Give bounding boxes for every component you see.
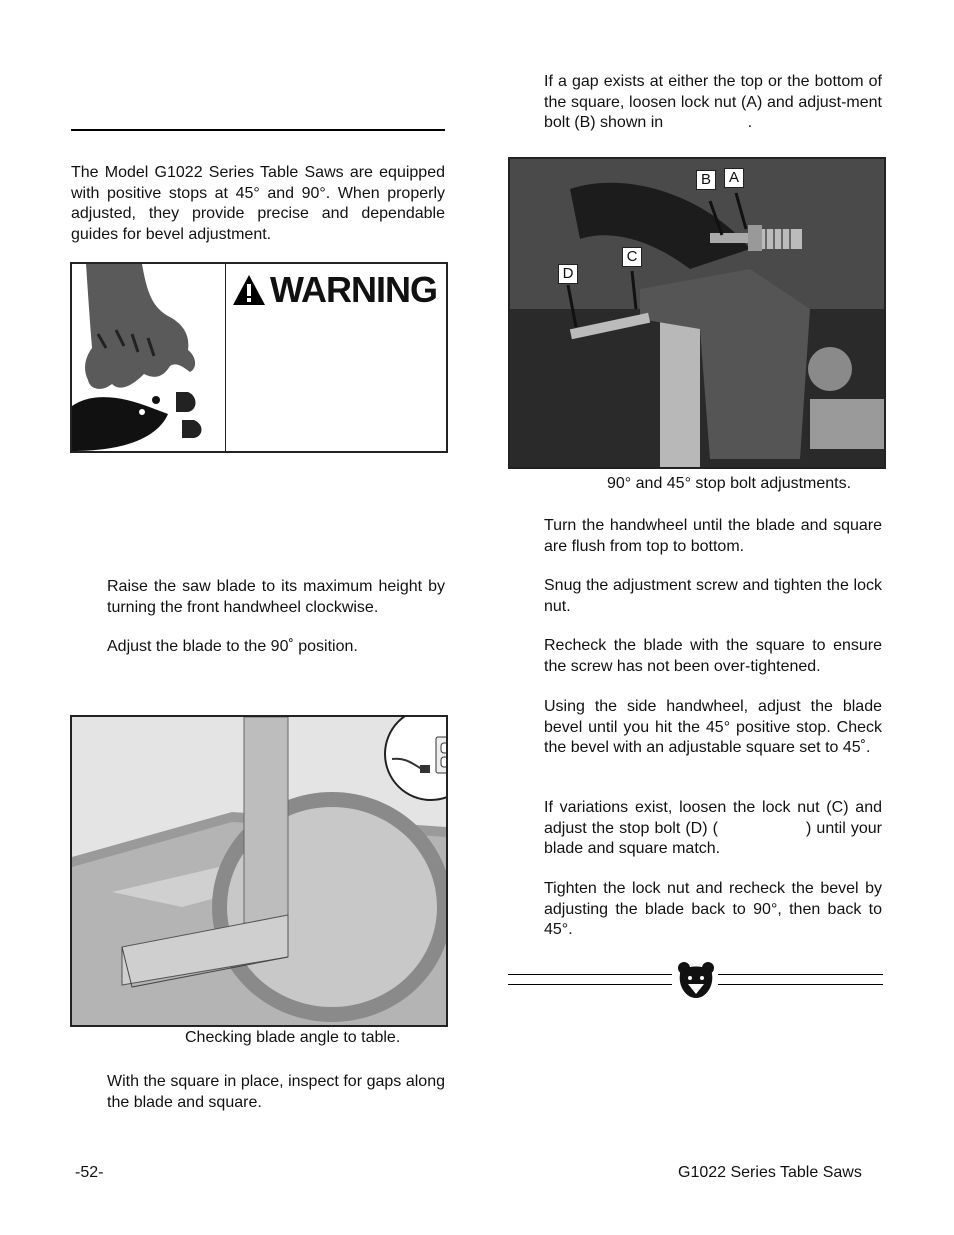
step-bevel-45: Using the side handwheel, adjust the blade bevel until you hit the 45° positive stop. Check the bevel with an adjustable square set to 45˚. <box>544 698 882 756</box>
warning-triangle-icon <box>232 274 266 306</box>
gap-paragraph <box>544 72 882 134</box>
step-variations <box>544 798 882 860</box>
step-variations-a: If variations exist, loosen the lock nut (C) and adjust the stop bolt (D) ( <box>544 799 882 837</box>
callout-c: C <box>622 247 642 267</box>
callout-d: D <box>558 264 578 284</box>
section-rule <box>71 129 445 131</box>
step-variations-b: ) until your blade and square match. <box>544 819 882 857</box>
blade-square-photo <box>70 715 448 1027</box>
warning-label: WARNING <box>270 269 437 310</box>
step-turn-handwheel: Turn the handwheel until the blade and square are flush from top to bottom. <box>544 517 882 555</box>
gap-text-end: . <box>747 114 753 131</box>
warning-image-panel <box>72 264 226 451</box>
end-rule-right-top <box>718 974 883 975</box>
stop-bolt-illustration <box>510 159 884 467</box>
callout-a: A <box>724 168 744 188</box>
unplug-callout <box>384 715 448 801</box>
step-recheck: Recheck the blade with the square to ensure the screw has not been over-tightened. <box>544 637 882 675</box>
end-rule-left-top <box>508 974 672 975</box>
step-tighten: Tighten the lock nut and recheck the bevel by adjusting the blade back to 90°, then back to 45°. <box>544 880 882 938</box>
gap-text: If a gap exists at either the top or the bottom of the square, loosen lock nut (A) and adjust-ment bolt (B) shown in <box>544 73 882 131</box>
step-raise-blade: Raise the saw blade to its maximum height by turning the front handwheel clockwise. <box>107 578 445 616</box>
step-adjust-90: Adjust the blade to the 90˚ position. <box>107 638 358 655</box>
intro-paragraph: The Model G1022 Series Table Saws are equipped with positive stops at 45° and 90°. When properly adjusted, they provide precise and dependable guides for bevel adjustment. <box>71 164 445 243</box>
end-rule-left-bottom <box>508 984 672 985</box>
figure-caption-left: Checking blade angle to table. <box>185 1029 401 1046</box>
end-rule-right-bottom <box>718 984 883 985</box>
plug-outlet-icon <box>386 715 448 799</box>
stop-bolt-photo <box>508 157 886 469</box>
hand-injury-icon <box>72 264 225 451</box>
warning-box <box>70 262 448 453</box>
bear-logo-icon <box>676 960 716 1000</box>
step-snug-screw: Snug the adjustment screw and tighten the lock nut. <box>544 577 882 615</box>
step-inspect-gaps: With the square in place, inspect for gaps along the blade and square. <box>107 1073 445 1111</box>
figure-caption-right: 90° and 45° stop bolt adjustments. <box>607 475 852 492</box>
footer-title: G1022 Series Table Saws <box>678 1164 862 1181</box>
callout-b: B <box>696 170 716 190</box>
page-number: -52- <box>75 1164 104 1181</box>
warning-header <box>232 269 442 310</box>
